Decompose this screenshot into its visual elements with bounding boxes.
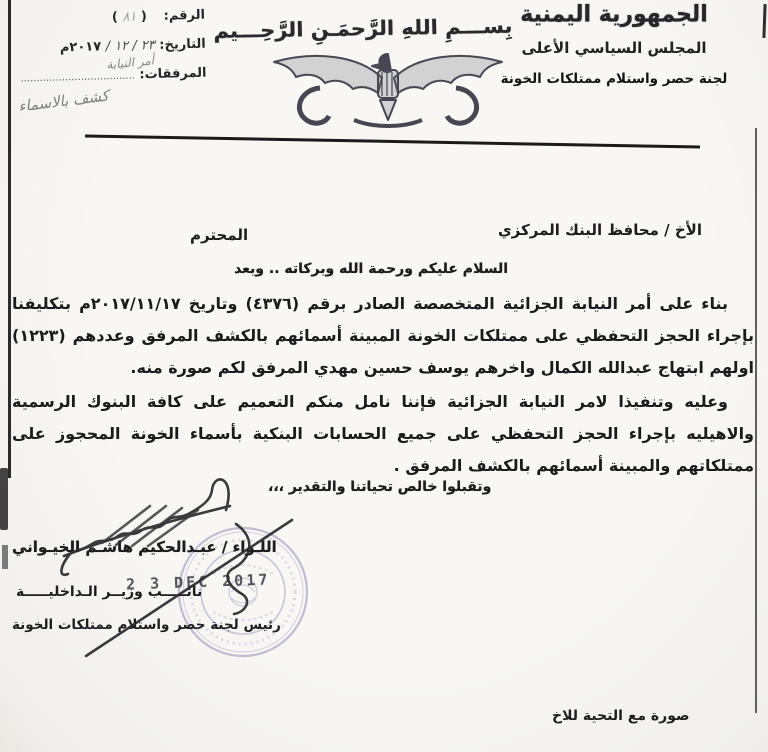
reference-block — [20, 7, 207, 100]
attachments-dotted-line: .................................... — [20, 70, 136, 85]
ref-number-paren-open: ( — [140, 9, 148, 25]
ref-number-paren-close: ) — [111, 9, 119, 26]
salutation-line: السلام عليكم ورحمة الله وبركاته .. وبعد — [234, 261, 508, 277]
signatory-title-deputy-minister: نائـــــب وزيــر الـداخليـــــة — [16, 584, 203, 600]
handwritten-note: كشف بالاسماء — [17, 86, 110, 116]
signatory-title-committee-head: رئيس لجنة حصر واستلام ممتلكات الخونة — [12, 617, 281, 633]
ref-attachments-row — [20, 53, 207, 86]
closing-line: وتقبلوا خالص تحياتنا والتقدير ،،، — [268, 479, 492, 495]
scan-edge-left-blob — [0, 468, 8, 530]
scan-edge-left — [8, 0, 11, 478]
footer-copy-note: صورة مع التحية للاخ — [552, 708, 690, 724]
ref-number-row — [25, 8, 205, 28]
handwritten-ref-number: ٨١ — [122, 9, 137, 25]
ref-number-label: الرقم: — [163, 7, 206, 24]
republic-title: الجمهورية اليمنية — [520, 1, 708, 28]
body-paragraph-1: بناء على أمر النيابة الجزائية المتخصصة الصادر برقم (٤٣٧٦) وتاريخ ٢٠١٧/١١/١٧م بتكليفنا بإجراء الحجز التحفظي على ممتلكات الخونة المبينة أسمائهم بالكشف المرفق وعددهم (١٢٢٣) اولهم ابتهاج عبدالله الكمال واخرهم يوسف حسين مهدي المرفق لكم صورة منه. — [12, 294, 754, 377]
scan-artifact-top-right — [762, 4, 766, 38]
scan-edge-left-blob2 — [2, 545, 8, 569]
recipient-line: الأخ / محافظ البنك المركزي — [497, 221, 702, 239]
yemen-eagle-emblem-icon — [268, 44, 508, 132]
committee-title: لجنة حصر واستلام ممتلكات الخونة — [500, 71, 728, 87]
council-title: المجلس السياسي الأعلى — [521, 39, 707, 57]
header-divider — [0, 128, 768, 154]
ref-date-row — [26, 37, 206, 57]
handwritten-date: ٢٣ / ١٢ / — [105, 37, 155, 55]
handwritten-attachments: أمر النيابة — [105, 53, 155, 72]
letter-body — [12, 288, 754, 484]
bismillah-calligraphy: بِســـمِ اللهِ الرَّحمَـنِ الرَّحِـــيم — [213, 13, 513, 43]
signature-scribble — [30, 466, 310, 666]
ref-attachments-label: المرفقات: — [139, 65, 207, 83]
ref-date-label: التاريخ: — [159, 36, 206, 53]
body-paragraph-2: وعليه وتنفيذا لامر النيابة الجزائية فإننا نامل منكم التعميم على كافة البنوك الرسمية والاهيليه بإجراء الحجز التحفظي على جميع الحسابات البنكية بأسماء الخونة المحجوز على ممتلكاتهم والمبينة أسمائهم بالكشف المرفق . — [12, 392, 754, 475]
ref-date-year: ٢٠١٧م — [59, 39, 102, 56]
signatory-name: اللـواء / عبـدالحكيم هاشـم الخيـواني — [12, 538, 277, 556]
letterhead-right — [474, 2, 754, 87]
scan-edge-right — [755, 128, 757, 713]
honorific: المحترم — [190, 226, 249, 244]
date-stamp: 2 3 DEC 2017 — [125, 570, 271, 594]
